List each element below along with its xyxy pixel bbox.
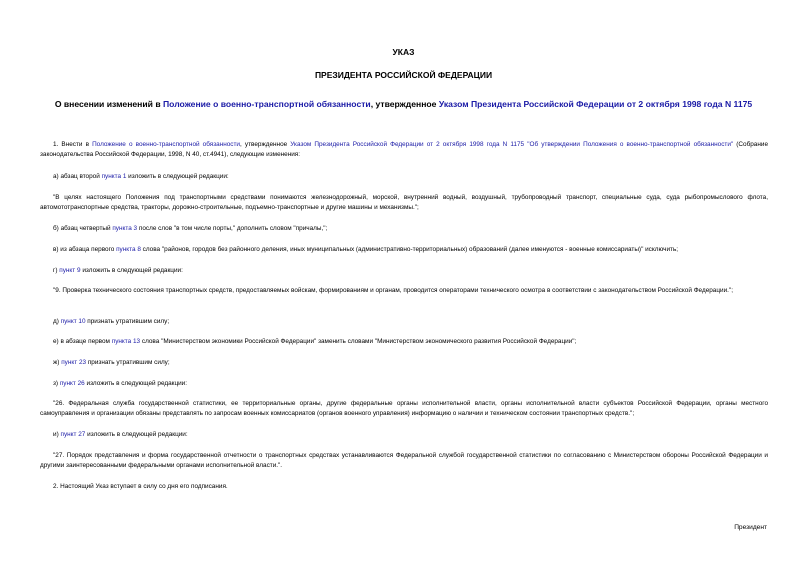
- text: а) абзац второй: [53, 173, 102, 180]
- title-text: О внесении изменений в: [54, 99, 163, 109]
- signature-president: Президент: [734, 524, 767, 531]
- title-link-decree[interactable]: Указом Президента Российской Федерации от 2 октября 1998 года N 1175: [438, 99, 753, 109]
- link-point-27[interactable]: пункт 27: [60, 431, 86, 438]
- text: и): [53, 431, 61, 438]
- link-point-3[interactable]: пункта 3: [112, 225, 138, 232]
- title-link-regulation[interactable]: Положение о военно-транспортной обязанности: [163, 99, 371, 109]
- text: слова "Министерством экономики Российской Федерации" заменить словами "Министерством экономического развития Российской Федерации";: [140, 338, 577, 345]
- paragraph-1: [40, 140, 768, 160]
- paragraph-b: [40, 224, 768, 234]
- link-regulation[interactable]: Положение о военно-транспортной обязанности: [92, 141, 241, 148]
- text: , утвержденное: [240, 141, 291, 148]
- text: "27. Порядок представления и форма государственной отчетности о транспортных средствах устанавливаются Федеральной службой государственной статистики по согласованию с Министерством обороны Российской Федерации и другими заинтересованными федеральными органами исполнительной власти.".: [40, 452, 768, 469]
- paragraph-z-quote: [40, 399, 768, 419]
- text: ж): [53, 359, 62, 366]
- text: "В целях настоящего Положения под транспортными средствами понимаются железнодорожный, морской, внутренний водный, воздушный, трубопроводный транспорт, специальные суда, суда рыбопромыслового флота, автомототранспортные средства, тракторы, дорожно-строительные, подъемно-транспортные и другие машины и механизмы.";: [40, 194, 768, 211]
- header-president: ПРЕЗИДЕНТА РОССИЙСКОЙ ФЕДЕРАЦИИ: [314, 70, 493, 80]
- link-point-13[interactable]: пункта 13: [111, 338, 141, 345]
- text: 1. Внести в: [53, 141, 93, 148]
- paragraph-d: [40, 317, 768, 327]
- link-point-23[interactable]: пункт 23: [61, 359, 87, 366]
- paragraph-a: [40, 172, 768, 182]
- link-decree[interactable]: Указом Президента Российской Федерации от 2 октября 1998 года N 1175 "Об утверждении Положения о военно-транспортной обязанности": [290, 141, 734, 148]
- text: 2. Настоящий Указ вступает в силу со дня его подписания.: [53, 483, 228, 490]
- text: изложить в следующей редакции:: [85, 431, 188, 438]
- document-title: [0, 99, 807, 109]
- text: изложить в следующей редакции:: [80, 267, 183, 274]
- text: е) в абзаце первом: [53, 338, 112, 345]
- text: б) абзац четвертый: [53, 225, 113, 232]
- link-point-26[interactable]: пункт 26: [59, 380, 85, 387]
- text: изложить в следующей редакции:: [84, 380, 188, 387]
- paragraph-z: [40, 379, 768, 389]
- link-point-10[interactable]: пункт 10: [60, 318, 86, 325]
- text: з): [53, 380, 60, 387]
- paragraph-i: [40, 430, 768, 440]
- text: в) из абзаца первого: [53, 246, 117, 253]
- text: "26. Федеральная служба государственной статистики, ее территориальные органы, другие федеральные органы исполнительной власти, органы исполнительной власти субъектов Российской Федерации, органы местного самоуправления и организации обязаны представлять по запросам военных комиссариатов (органов военного управления) информацию о наличии и техническом состоянии транспортных средств.";: [40, 400, 768, 417]
- paragraph-g-quote: [40, 286, 768, 296]
- text: после слов "в том числе порты," дополнить словом "причалы,";: [137, 225, 328, 232]
- text: (Собрание законодательства Российской Федерации, 1998, N 40, ст.4941), следующие изменения:: [40, 141, 769, 158]
- text: признать утратившим силу;: [85, 318, 170, 325]
- text: "9. Проверка технического состояния транспортных средств, предоставляемых войскам, формированиям и органам, проводится операторами технического осмотра в соответствии с законодательством Российской Федерации.";: [53, 287, 733, 294]
- paragraph-e: [40, 337, 768, 347]
- link-point-1[interactable]: пункта 1: [101, 173, 127, 180]
- paragraph-g: [40, 266, 768, 276]
- link-point-8[interactable]: пункта 8: [116, 246, 141, 253]
- paragraph-v: [40, 245, 768, 255]
- link-point-9[interactable]: пункт 9: [59, 267, 81, 274]
- text: г): [53, 267, 60, 274]
- paragraph-zh: [40, 358, 768, 368]
- header-ukaz: УКАЗ: [392, 47, 415, 57]
- title-text: , утвержденное: [370, 99, 439, 109]
- text: признать утратившим силу;: [86, 359, 170, 366]
- paragraph-i-quote: [40, 451, 768, 471]
- paragraph-a-quote: [40, 193, 768, 213]
- text: изложить в следующей редакции:: [126, 173, 229, 180]
- text: слова "районов, городов без районного деления, иных муниципальных (административно-территориальных) образований (далее именуются - военные комиссариаты)" исключить;: [140, 246, 679, 253]
- text: д): [53, 318, 61, 325]
- paragraph-2: [40, 482, 768, 492]
